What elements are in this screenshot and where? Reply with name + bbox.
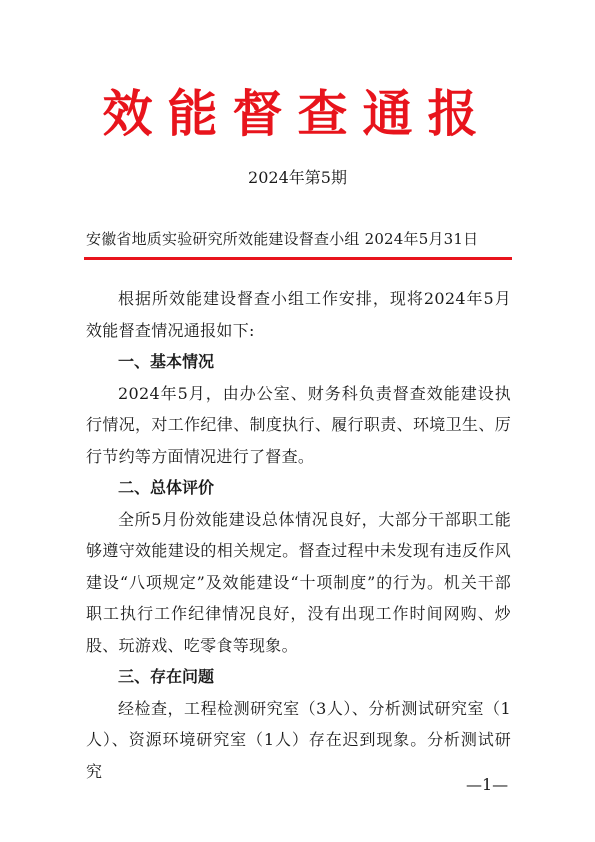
section-basic-situation-text: 2024年5月，由办公室、财务科负责督查效能建设执行情况，对工作纪律、制度执行、履行职责、环境卫生、厉行节约等方面情况进行了督查。 <box>86 383 511 466</box>
issuing-org-and-date: 安徽省地质实验研究所效能建设督查小组 2024年5月31日 <box>86 230 479 248</box>
section-heading-existing-problems: 三、存在问题 <box>118 667 215 686</box>
section-existing-problems-text: 经检查，工程检测研究室（3人）、分析测试研究室（1人）、资源环境研究室（1人）存在迟到现象。分析测试研究 <box>86 698 511 781</box>
document-title: 效能督查通报 <box>102 84 493 143</box>
intro-paragraph: 根据所效能建设督查小组工作安排，现将2024年5月效能督查情况通报如下: <box>86 289 511 340</box>
red-divider-line <box>84 257 512 260</box>
section-overall-evaluation-text: 全所5月份效能建设总体情况良好，大部分干部职工能够遵守效能建设的相关规定。督查过程中未发现有违反作风建设“八项规定”及效能建设“十项制度”的行为。机关干部职工执行工作纪律情况良好，没有出现工作时间网购、炒股、玩游戏、吃零食等现象。 <box>86 509 511 655</box>
section-heading-basic-situation: 一、基本情况 <box>118 352 215 371</box>
issue-number: 2024年第5期 <box>248 168 347 187</box>
section-heading-overall-evaluation: 二、总体评价 <box>118 478 215 497</box>
document-body <box>86 283 511 787</box>
page-number: —1— <box>466 775 509 794</box>
